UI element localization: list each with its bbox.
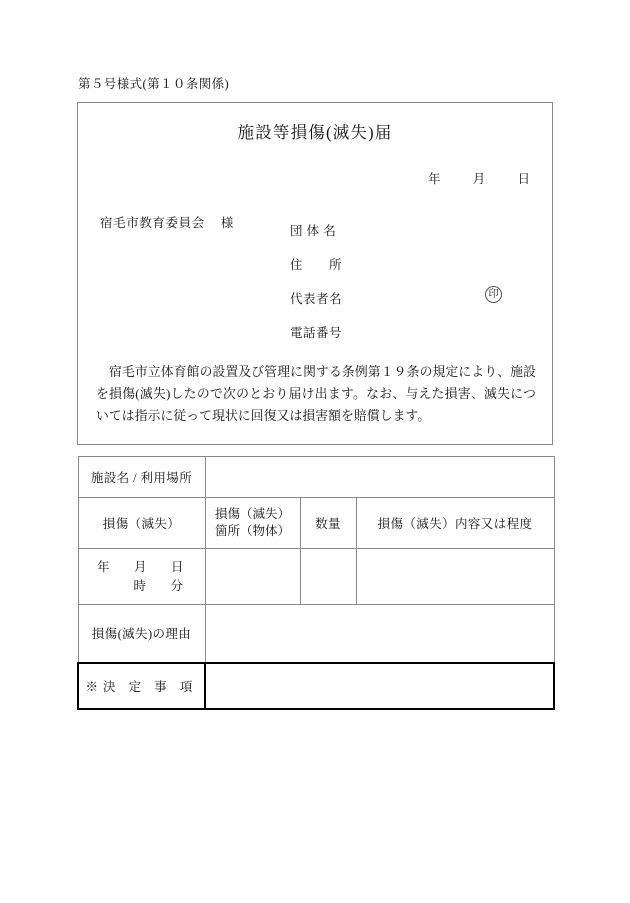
table-row-decision [78, 663, 554, 709]
header-quantity: 数量 [300, 498, 356, 549]
form-number-label: 第５号様式(第１０条関係) [78, 77, 230, 91]
header-damage: 損傷（滅失） [78, 498, 205, 549]
header-damage-location-line2: 箇所（物体） [214, 524, 290, 538]
date-day-label: 日 [517, 172, 530, 186]
declaration-paragraph: 宿毛市立体育館の設置及び管理に関する条例第１９条の規定により、施設を損傷(滅失)したので次のとおり届け出ます。なお、与えた損害、滅失については指示に従って現状に回復又は損害額を賠償します。 [96, 365, 536, 423]
document-title: 施設等損傷(滅失)届 [237, 123, 393, 142]
datetime-hour-label: 時 [133, 578, 147, 593]
decision-items-label: ※決 定 事 項 [78, 663, 205, 709]
table-row-datetime [78, 549, 554, 605]
party-row-telephone [290, 323, 540, 357]
addressee-honorific: 様 [220, 216, 234, 230]
damage-reason-label: 損傷(滅失)の理由 [78, 605, 205, 663]
table-row-column-headers [78, 498, 554, 549]
datetime-line1 [83, 558, 199, 577]
datetime-line2 [83, 577, 199, 596]
seal-stamp-icon: 印 [485, 286, 502, 303]
form-header-box [77, 102, 553, 445]
damage-location-value[interactable] [205, 549, 300, 605]
organization-name-label: 団 体 名 [290, 224, 337, 238]
party-row-address [290, 255, 540, 289]
addressee-name: 宿毛市教育委員会 [100, 216, 205, 230]
damage-quantity-value[interactable] [300, 549, 356, 605]
damage-content-value[interactable] [356, 549, 554, 605]
telephone-number-label: 電話番号 [290, 326, 343, 340]
datetime-label-stack [83, 558, 201, 596]
facility-name-label: 施設名 / 利用場所 [78, 457, 205, 498]
damage-datetime-label [78, 549, 205, 605]
datetime-month-label: 月 [133, 559, 147, 574]
decision-items-value[interactable] [205, 663, 554, 709]
facility-name-value[interactable] [205, 457, 554, 498]
party-row-representative [290, 289, 540, 323]
date-year-label: 年 [427, 172, 441, 186]
table-row-reason [78, 605, 554, 663]
address-label: 住 所 [290, 258, 343, 272]
header-damage-content: 損傷（滅失）内容又は程度 [356, 498, 554, 549]
datetime-day-label: 日 [171, 559, 185, 574]
party-row-organization [290, 221, 540, 255]
damage-report-table [77, 456, 555, 710]
datetime-minute-label: 分 [170, 578, 184, 593]
date-entry-line [428, 169, 530, 187]
date-month-label: 月 [472, 172, 486, 186]
header-damage-location-line1: 損傷（滅失） [214, 507, 290, 521]
representative-name-label: 代表者名 [290, 292, 343, 306]
addressee-line [100, 213, 234, 231]
datetime-year-label: 年 [96, 559, 110, 574]
header-damage-location [205, 498, 300, 549]
party-info-block [290, 221, 540, 357]
damage-reason-value[interactable] [205, 605, 554, 663]
table-row-facility [78, 457, 554, 498]
